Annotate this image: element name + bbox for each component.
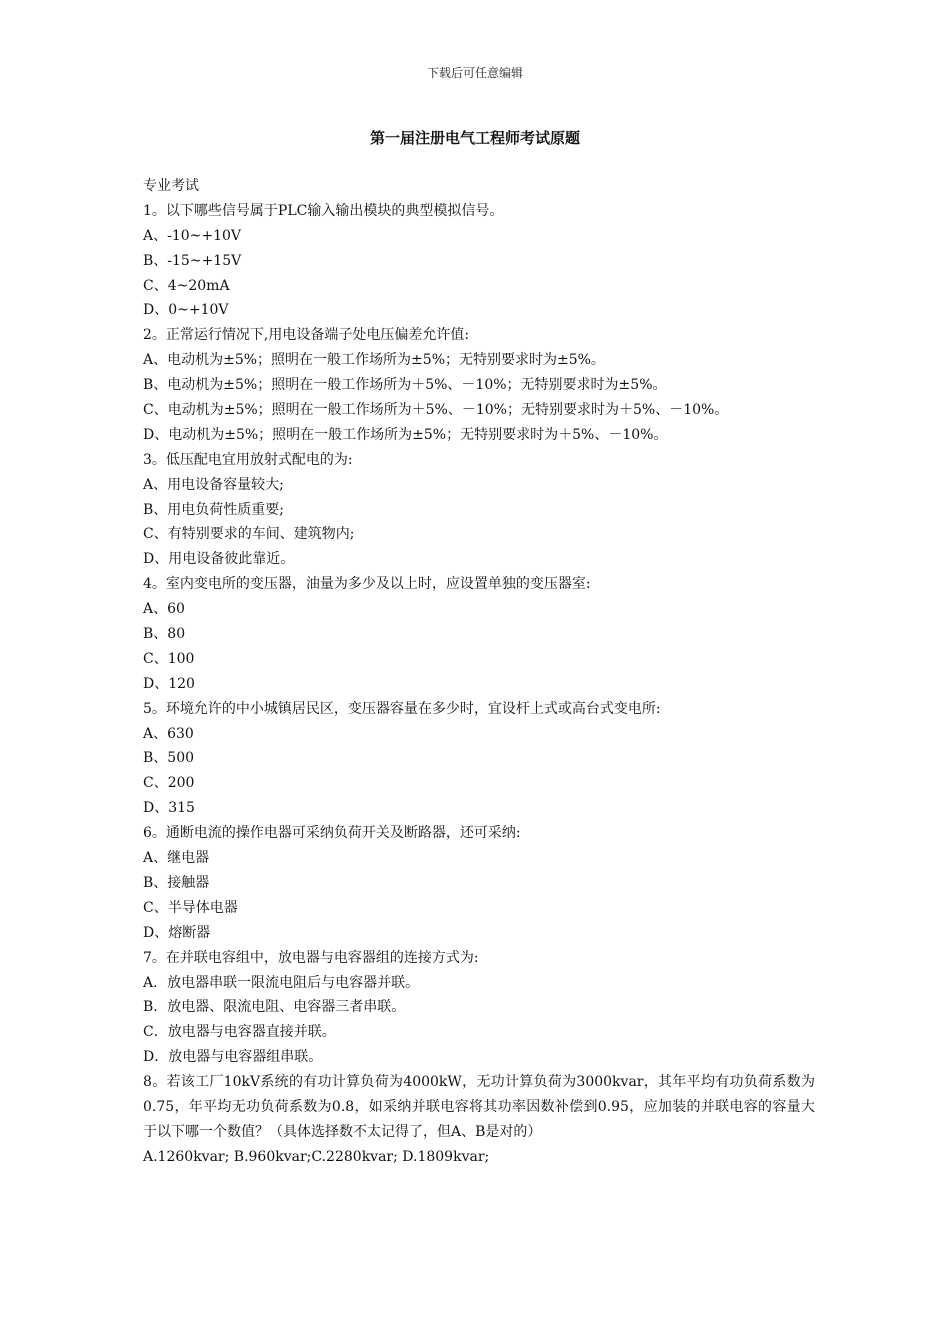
question-2-option-c: C、电动机为±5%；照明在一般工作场所为＋5%、－10%；无特别要求时为＋5%、－10%。	[143, 402, 729, 419]
question-3-option-a: A、用电设备容量较大;	[143, 476, 284, 493]
question-6-option-c: C、半导体电器	[143, 899, 238, 916]
question-3: 3。低压配电宜用放射式配电的为:	[143, 451, 353, 468]
question-6: 6。通断电流的操作电器可采纳负荷开关及断路器，还可采纳:	[143, 825, 521, 842]
question-2: 2。正常运行情况下,用电设备端子处电压偏差允许值:	[143, 327, 470, 344]
question-7-option-b: B．放电器、限流电阻、电容器三者串联。	[143, 999, 406, 1016]
question-5-option-c: C、200	[143, 775, 195, 792]
question-4: 4。室内变电所的变压器，油量为多少及以上时，应设置单独的变压器室:	[143, 576, 591, 593]
question-7-option-c: C．放电器与电容器直接并联。	[143, 1024, 336, 1041]
question-4-option-a: A、60	[143, 601, 185, 618]
question-6-option-d: D、熔断器	[143, 924, 211, 941]
question-5-option-b: B、500	[143, 750, 195, 767]
question-4-option-d: D、120	[143, 675, 195, 692]
question-5: 5。环境允许的中小城镇居民区，变压器容量在多少时，宜设杆上式或高台式变电所:	[143, 700, 661, 717]
question-7: 7。在并联电容组中，放电器与电容器组的连接方式为:	[143, 949, 479, 966]
document-body	[143, 174, 815, 1170]
question-2-option-d: D、电动机为±5%；照明在一般工作场所为±5%；无特别要求时为＋5%、－10%。	[143, 426, 668, 443]
question-8: 8。若该工厂10kV系统的有功计算负荷为4000kW，无功计算负荷为3000kvar，其年平均有功负荷系数为0.75，年平均无功负荷系数为0.8，如采纳并联电容将其功率因数补偿到0.95，应加装的并联电容的容量大于以下哪一个数值？（具体选择数不太记得了，但A、B是对的）	[143, 1074, 815, 1140]
question-7-option-a: A．放电器串联一限流电阻后与电容器并联。	[143, 974, 420, 991]
question-1-option-a: A、-10~+10V	[143, 227, 242, 244]
question-5-option-a: A、630	[143, 725, 194, 742]
question-8-options: A.1260kvar; B.960kvar;C.2280kvar; D.1809kvar;	[143, 1148, 490, 1165]
question-3-option-d: D、用电设备彼此靠近。	[143, 551, 295, 568]
question-3-option-b: B、用电负荷性质重要;	[143, 501, 285, 518]
section-label: 专业考试	[143, 178, 199, 194]
question-4-option-c: C、100	[143, 650, 195, 667]
document-title: 第一届注册电气工程师考试原题	[369, 129, 580, 147]
question-1-option-b: B、-15~+15V	[143, 252, 242, 269]
question-2-option-a: A、电动机为±5%；照明在一般工作场所为±5%；无特别要求时为±5%。	[143, 352, 605, 369]
question-2-option-b: B、电动机为±5%；照明在一般工作场所为＋5%、－10%；无特别要求时为±5%。	[143, 377, 667, 394]
question-6-option-b: B、接触器	[143, 874, 210, 891]
question-1: 1。以下哪些信号属于PLC输入输出模块的典型模拟信号。	[143, 202, 504, 219]
question-3-option-c: C、有特别要求的车间、建筑物内;	[143, 526, 355, 543]
question-1-option-d: D、0~+10V	[143, 302, 229, 319]
question-4-option-b: B、80	[143, 626, 186, 643]
question-7-option-d: D．放电器与电容器组串联。	[143, 1049, 323, 1066]
download-note: 下载后可任意编辑	[426, 66, 523, 80]
question-5-option-d: D、315	[143, 800, 195, 817]
question-6-option-a: A、继电器	[143, 850, 210, 867]
question-1-option-c: C、4~20mA	[143, 277, 230, 294]
